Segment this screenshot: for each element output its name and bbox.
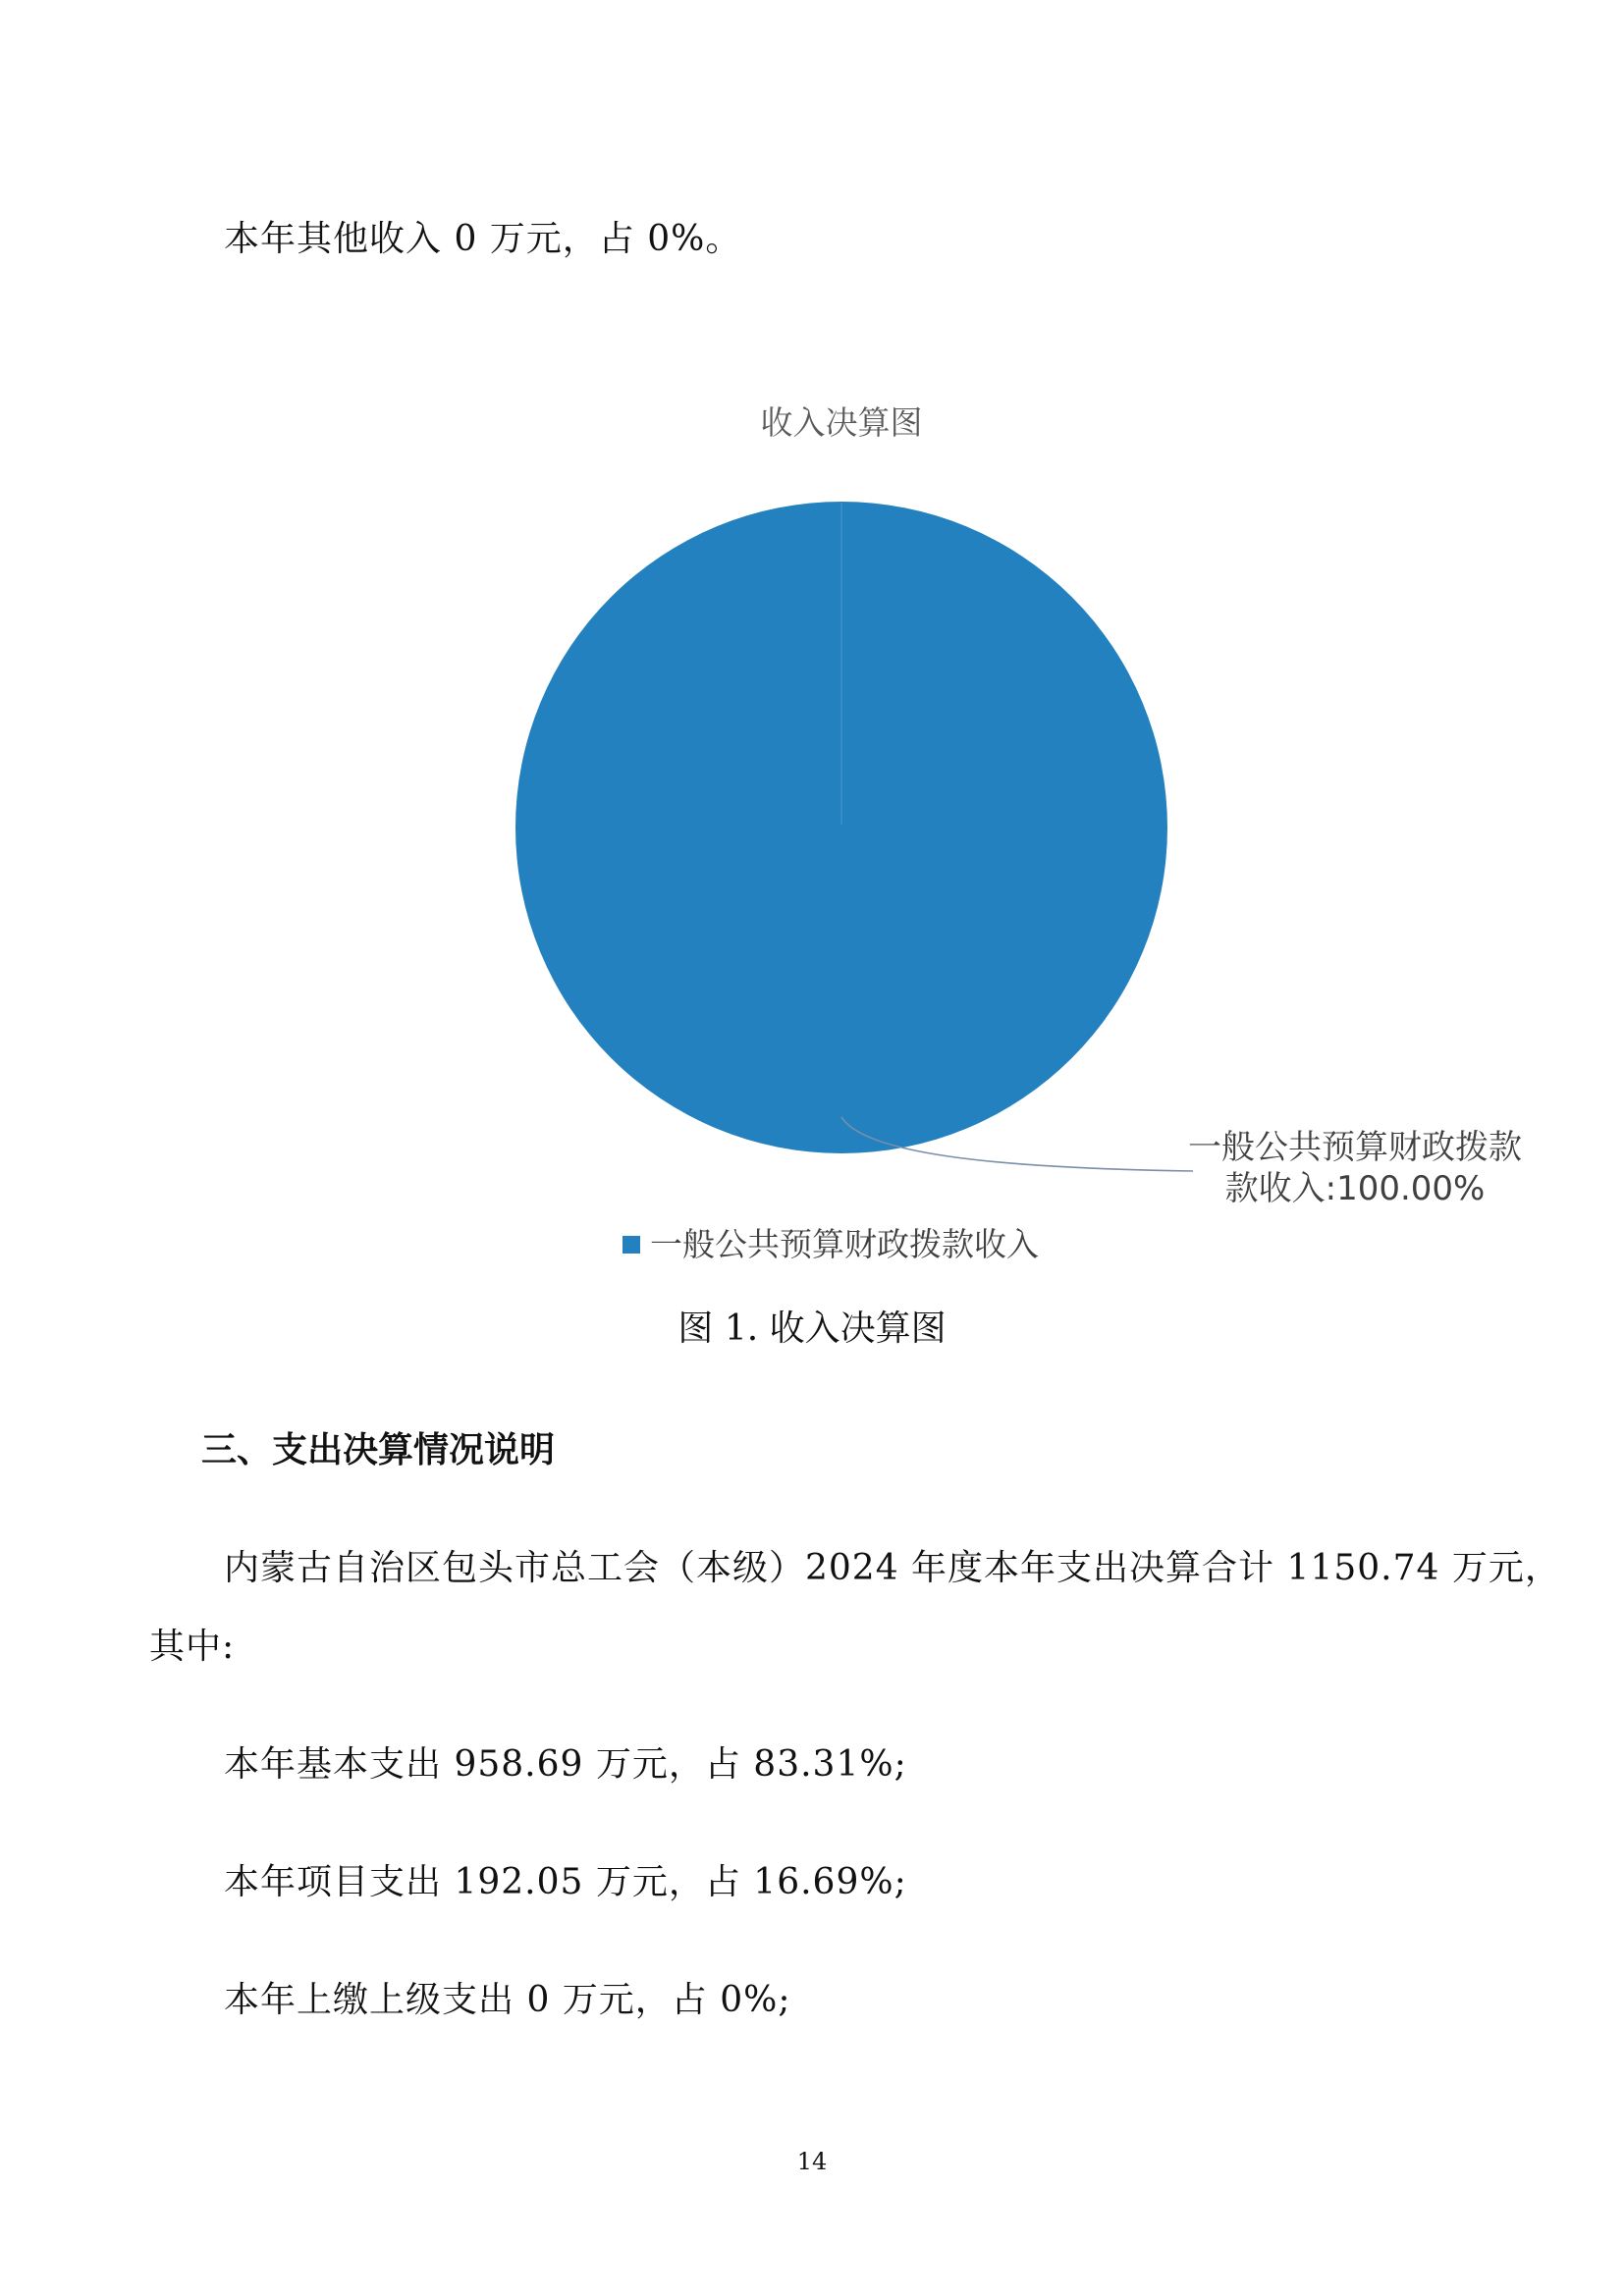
upper-payment-text: 本年上缴上级支出 0 万元，占 0%; <box>224 1980 791 2020</box>
expense-summary-line1: 内蒙古自治区包头市总工会（本级）2024 年度本年支出决算合计 1150.74 万元， <box>224 1548 1561 1588</box>
legend-swatch <box>623 1236 640 1254</box>
slice-label-line1: 一般公共预算财政拨款 <box>1188 1128 1522 1167</box>
page-number: 14 <box>796 2148 828 2175</box>
section-heading: 三、支出决算情况说明 <box>201 1430 556 1470</box>
basic-expense-text: 本年基本支出 958.69 万元，占 83.31%; <box>224 1744 907 1785</box>
chart-title: 收入决算图 <box>760 403 923 442</box>
slice-label-line2: 款收入:100.00% <box>1224 1169 1486 1208</box>
expense-summary-line2: 其中: <box>149 1627 236 1667</box>
income-pie-chart <box>0 373 1624 1276</box>
legend-label: 一般公共预算财政拨款收入 <box>650 1225 1039 1263</box>
other-income-text: 本年其他收入 0 万元，占 0%。 <box>224 219 742 259</box>
project-expense-text: 本年项目支出 192.05 万元，占 16.69%; <box>224 1862 907 1902</box>
figure-caption: 图 1. 收入决算图 <box>677 1308 947 1349</box>
